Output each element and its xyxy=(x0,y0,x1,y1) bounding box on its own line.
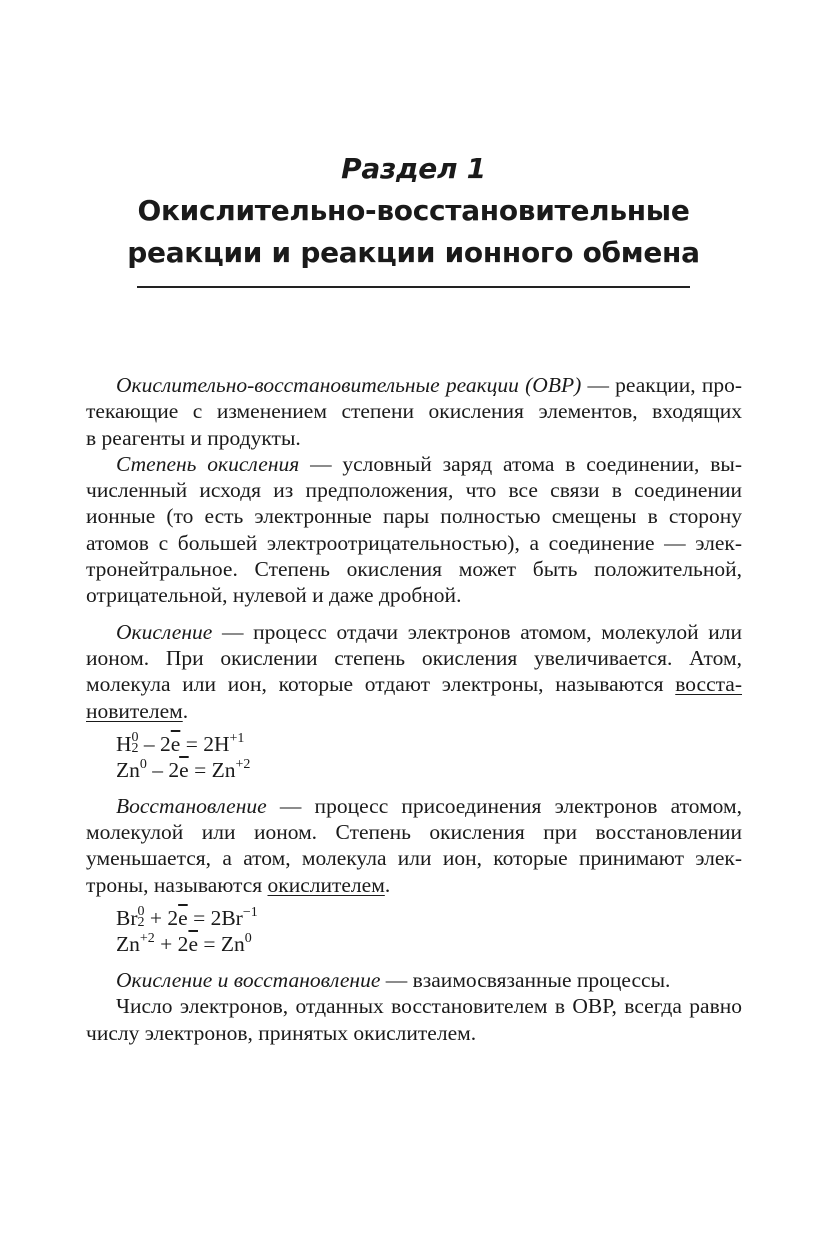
text-segment: . xyxy=(182,698,189,723)
text-segment: троны, называются xyxy=(86,872,268,897)
text-segment: в реагенты и продукты. xyxy=(86,425,301,450)
paragraph xyxy=(86,967,742,993)
equation xyxy=(86,931,742,957)
text-segment: — реакции, про- xyxy=(581,373,742,397)
paragraph xyxy=(86,372,742,451)
text-line xyxy=(86,819,742,845)
equation-text: – 2 xyxy=(146,757,180,782)
text-line xyxy=(86,698,742,724)
text-segment: — взаимосвязанные процессы. xyxy=(380,968,671,993)
equation xyxy=(86,905,742,931)
text-segment: отрицательной, нулевой и даже дробной. xyxy=(86,583,462,608)
equation-text: = 2H xyxy=(180,731,230,756)
text-line xyxy=(86,645,742,671)
text-segment: молекула или ион, которые отдают электроны, называются xyxy=(86,672,676,697)
oxidation-state: 0 xyxy=(244,931,252,947)
text-segment: ионом. При окислении степень окисления увеличивается. Атом, xyxy=(86,645,742,670)
equation xyxy=(86,731,742,757)
electron-symbol: $\overline{e}$ xyxy=(178,906,188,931)
paragraph xyxy=(86,993,742,1046)
text-line xyxy=(86,967,742,993)
oxidation-state: +2 xyxy=(235,756,251,772)
paragraph xyxy=(86,619,742,724)
text-line xyxy=(86,993,742,1019)
subscript: 2 xyxy=(137,915,145,931)
page-body xyxy=(86,372,742,1046)
text-line xyxy=(86,398,742,424)
equations xyxy=(86,731,742,783)
chapter-title-line-1: Окислительно-восстановительные xyxy=(137,194,690,227)
text-line xyxy=(86,556,742,582)
text-segment: тронейтральное. Степень окисления может быть положительной, xyxy=(86,557,742,582)
text-line xyxy=(86,372,742,398)
text-line xyxy=(86,477,742,503)
paragraph xyxy=(86,793,742,898)
text-line xyxy=(86,1020,742,1046)
equation-text: Br xyxy=(116,906,138,931)
text-segment: уменьшается, а атом, молекула или ион, которые принимают элек- xyxy=(86,846,742,871)
text-line xyxy=(86,503,742,529)
equation-text: = Zn xyxy=(197,932,245,957)
term: Окисление и восстановление xyxy=(116,968,381,993)
equation-text: + 2 xyxy=(154,932,189,957)
equation-text: = 2Br xyxy=(187,906,243,931)
text-segment: — процесс присоединения электронов атомом, xyxy=(266,793,742,818)
term: Окисление xyxy=(116,619,213,644)
text-segment: ионные (то есть электронные пары полностью смещены в сторону xyxy=(86,504,742,529)
equation-text: = Zn xyxy=(188,757,236,782)
electron-symbol: $\overline{e}$ xyxy=(188,932,198,957)
equation-text: Zn xyxy=(116,757,140,782)
title-divider xyxy=(137,286,690,288)
text-line xyxy=(86,619,742,645)
text-line xyxy=(86,671,742,697)
section-number: Раздел 1 xyxy=(341,152,486,185)
text-line xyxy=(86,872,742,898)
superscript: 0 xyxy=(137,904,145,920)
text-segment: — условный заряд атома в соединении, вы- xyxy=(299,451,743,476)
index-stack xyxy=(131,729,139,756)
text-segment: Число электронов, отданных восстановителем в ОВР, всегда равно xyxy=(116,994,742,1019)
underlined-term: восста- xyxy=(675,672,742,697)
index-stack xyxy=(137,904,145,931)
electron-symbol: $\overline{e}$ xyxy=(170,731,181,756)
equation-text: + 2 xyxy=(144,906,179,931)
equations xyxy=(86,905,742,957)
electron-symbol: $\overline{e}$ xyxy=(179,757,189,782)
text-segment: — процесс отдачи электронов атомом, молекулой или xyxy=(212,619,742,644)
text-segment: молекулой или ионом. Степень окисления при восстановлении xyxy=(86,820,742,845)
text-line xyxy=(86,845,742,871)
oxidation-state: +2 xyxy=(139,931,155,947)
oxidation-state: 0 xyxy=(139,756,147,772)
text-line xyxy=(86,530,742,556)
text-segment: численный исходя из предположения, что все связи в соединении xyxy=(86,478,742,503)
text-line xyxy=(86,451,742,477)
term: Восстановление xyxy=(116,793,267,818)
underlined-term: окислителем xyxy=(267,872,385,897)
text-segment: атомов с большей электроотрицательностью), а соединение — элек- xyxy=(86,530,742,555)
chapter-title-line-2: реакции и реакции ионного обмена xyxy=(127,236,700,269)
term: Окислительно-восстановительные реакции (ОВР) xyxy=(116,373,582,397)
superscript: 0 xyxy=(131,729,139,745)
equation xyxy=(86,757,742,783)
equation-text: – 2 xyxy=(138,731,171,756)
text-line xyxy=(86,582,742,608)
text-line xyxy=(86,793,742,819)
text-segment: . xyxy=(384,872,391,897)
underlined-term: новителем xyxy=(86,698,183,723)
equation-text: H xyxy=(116,731,132,756)
paragraph xyxy=(86,451,742,609)
oxidation-state: +1 xyxy=(229,730,245,746)
text-segment: числу электронов, принятых окислителем. xyxy=(86,1020,477,1045)
text-segment: текающие с изменением степени окисления элементов, входящих xyxy=(86,399,742,424)
equation-text: Zn xyxy=(116,932,140,957)
oxidation-state: −1 xyxy=(242,905,258,921)
subscript: 2 xyxy=(131,740,139,756)
term: Степень окисления xyxy=(116,451,300,476)
text-line xyxy=(86,425,742,451)
